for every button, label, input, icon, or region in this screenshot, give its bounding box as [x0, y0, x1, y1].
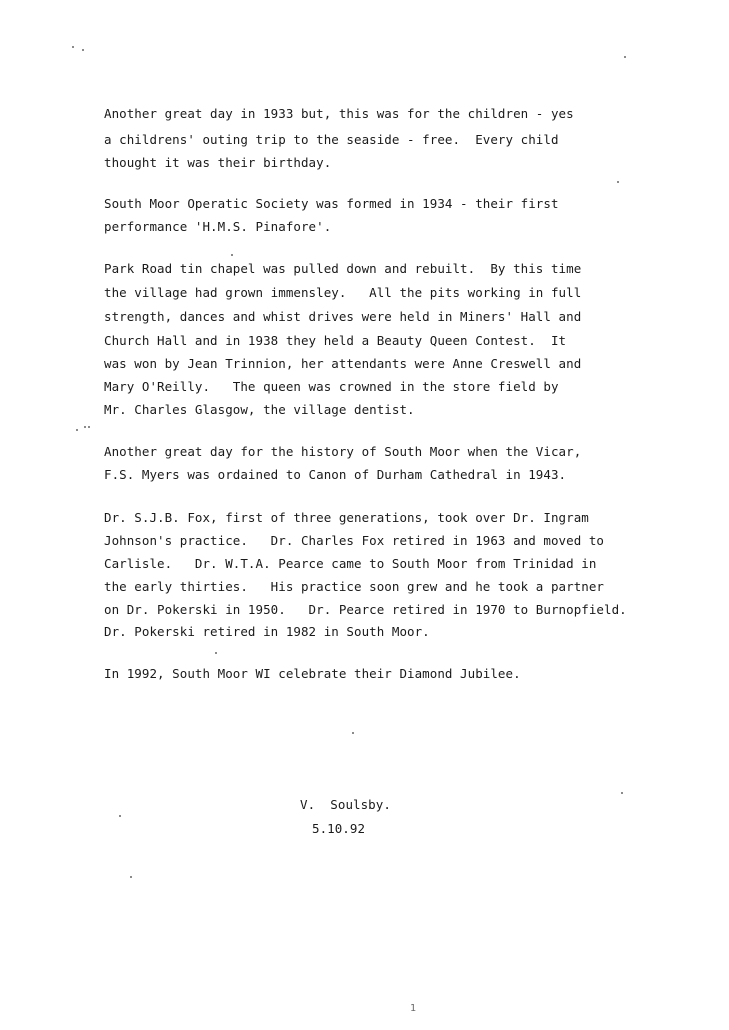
paragraph-2-line-2: performance 'H.M.S. Pinafore'. [104, 219, 332, 234]
scan-speck [624, 56, 626, 58]
signature-date: 5.10.92 [312, 821, 366, 836]
scan-speck [231, 254, 233, 256]
paragraph-1-line-2: a childrens' outing trip to the seaside - free. Every child [104, 132, 559, 147]
paragraph-3-line-6: Mary O'Reilly. The queen was crowned in the store field by [104, 379, 559, 394]
paragraph-1-line-3: thought it was their birthday. [104, 155, 332, 170]
paragraph-5-line-2: Johnson's practice. Dr. Charles Fox retired in 1963 and moved to [104, 533, 604, 548]
scan-speck [215, 652, 217, 654]
scan-speck [72, 46, 74, 48]
scan-speck [119, 815, 121, 817]
paragraph-5-line-4: the early thirties. His practice soon grew and he took a partner [104, 579, 604, 594]
paragraph-3-line-2: the village had grown immensley. All the pits working in full [104, 285, 582, 300]
scan-speck [84, 426, 86, 428]
scan-speck [352, 732, 354, 734]
paragraph-4-line-1: Another great day for the history of South Moor when the Vicar, [104, 444, 582, 459]
scan-speck [82, 49, 84, 51]
paragraph-3-line-7: Mr. Charles Glasgow, the village dentist. [104, 402, 415, 417]
signature-name: V. Soulsby. [300, 797, 391, 812]
scan-speck [617, 181, 619, 183]
paragraph-1-line-1: Another great day in 1933 but, this was for the children - yes [104, 106, 574, 121]
paragraph-5-line-5: on Dr. Pokerski in 1950. Dr. Pearce retired in 1970 to Burnopfield. [104, 602, 627, 617]
paragraph-3-line-3: strength, dances and whist drives were held in Miners' Hall and [104, 309, 582, 324]
paragraph-4-line-2: F.S. Myers was ordained to Canon of Durham Cathedral in 1943. [104, 467, 567, 482]
paragraph-5-line-1: Dr. S.J.B. Fox, first of three generations, took over Dr. Ingram [104, 510, 589, 525]
paragraph-3-line-1: Park Road tin chapel was pulled down and rebuilt. By this time [104, 261, 582, 276]
paragraph-5-line-3: Carlisle. Dr. W.T.A. Pearce came to South Moor from Trinidad in [104, 556, 597, 571]
paragraph-2-line-1: South Moor Operatic Society was formed in 1934 - their first [104, 196, 559, 211]
paragraph-3-line-4: Church Hall and in 1938 they held a Beauty Queen Contest. It [104, 333, 567, 348]
paragraph-3-line-5: was won by Jean Trinnion, her attendants were Anne Creswell and [104, 356, 582, 371]
scan-speck [130, 876, 132, 878]
paragraph-6-line-1: In 1992, South Moor WI celebrate their Diamond Jubilee. [104, 666, 521, 681]
scan-speck [76, 429, 78, 431]
paragraph-5-line-6: Dr. Pokerski retired in 1982 in South Moor. [104, 624, 430, 639]
scan-speck [621, 792, 623, 794]
page-mark: 1 [410, 1003, 417, 1014]
scan-speck [88, 426, 90, 428]
